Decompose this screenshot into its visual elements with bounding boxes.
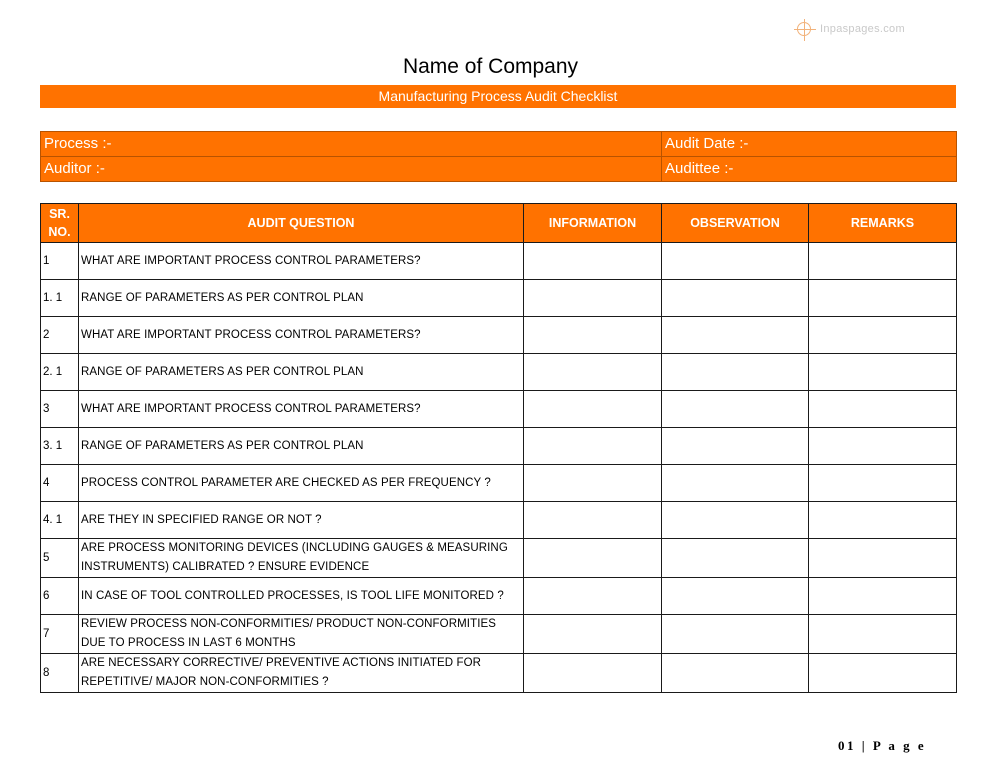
question-cell: ARE THEY IN SPECIFIED RANGE OR NOT ? — [79, 502, 524, 539]
information-cell[interactable] — [524, 615, 662, 654]
remarks-cell[interactable] — [809, 391, 957, 428]
crosshair-logo-icon — [794, 19, 814, 39]
question-cell: IN CASE OF TOOL CONTROLLED PROCESSES, IS TOOL LIFE MONITORED ? — [79, 578, 524, 615]
question-cell: ARE NECESSARY CORRECTIVE/ PREVENTIVE ACTIONS INITIATED FOR REPETITIVE/ MAJOR NON-CONFORMITIES ? — [79, 654, 524, 693]
table-row — [41, 354, 957, 391]
remarks-cell[interactable] — [809, 317, 957, 354]
observation-cell[interactable] — [662, 578, 809, 615]
question-cell: ARE PROCESS MONITORING DEVICES (INCLUDING GAUGES & MEASURING INSTRUMENTS) CALIBRATED ? ENSURE EVIDENCE — [79, 539, 524, 578]
observation-cell[interactable] — [662, 391, 809, 428]
remarks-cell[interactable] — [809, 465, 957, 502]
sr-header-line1: SR. — [49, 207, 70, 221]
table-row — [41, 654, 957, 693]
audit-checklist-table — [40, 203, 957, 693]
remarks-cell[interactable] — [809, 428, 957, 465]
table-header-row — [41, 204, 957, 243]
table-row — [41, 539, 957, 578]
sr-cell: 3. 1 — [41, 428, 79, 465]
observation-cell[interactable] — [662, 354, 809, 391]
observation-cell[interactable] — [662, 465, 809, 502]
audit-question-header: AUDIT QUESTION — [79, 204, 524, 243]
information-cell[interactable] — [524, 654, 662, 693]
information-header: INFORMATION — [524, 204, 662, 243]
remarks-header: REMARKS — [809, 204, 957, 243]
checklist-title-banner: Manufacturing Process Audit Checklist — [40, 85, 956, 108]
observation-header: OBSERVATION — [662, 204, 809, 243]
observation-cell[interactable] — [662, 317, 809, 354]
sr-cell: 8 — [41, 654, 79, 693]
remarks-cell[interactable] — [809, 280, 957, 317]
sr-cell: 6 — [41, 578, 79, 615]
watermark-text: Inpaspages.com — [820, 23, 905, 35]
table-row — [41, 465, 957, 502]
question-cell: REVIEW PROCESS NON-CONFORMITIES/ PRODUCT NON-CONFORMITIES DUE TO PROCESS IN LAST 6 MONTHS — [79, 615, 524, 654]
sr-header-line2: NO. — [48, 225, 71, 239]
page-number: 01 | P a g e — [838, 738, 927, 753]
table-row — [41, 502, 957, 539]
observation-cell[interactable] — [662, 654, 809, 693]
sr-cell: 2 — [41, 317, 79, 354]
sr-cell: 1. 1 — [41, 280, 79, 317]
question-cell: RANGE OF PARAMETERS AS PER CONTROL PLAN — [79, 428, 524, 465]
sr-cell: 1 — [41, 243, 79, 280]
information-cell[interactable] — [524, 354, 662, 391]
audit-date-field[interactable]: Audit Date :- — [662, 132, 957, 157]
remarks-cell[interactable] — [809, 615, 957, 654]
remarks-cell[interactable] — [809, 354, 957, 391]
sr-cell: 4. 1 — [41, 502, 79, 539]
process-field[interactable]: Process :- — [41, 132, 662, 157]
information-cell[interactable] — [524, 578, 662, 615]
remarks-cell[interactable] — [809, 502, 957, 539]
question-cell: WHAT ARE IMPORTANT PROCESS CONTROL PARAMETERS? — [79, 391, 524, 428]
sr-cell: 2. 1 — [41, 354, 79, 391]
observation-cell[interactable] — [662, 280, 809, 317]
remarks-cell[interactable] — [809, 654, 957, 693]
sr-cell: 4 — [41, 465, 79, 502]
question-cell: WHAT ARE IMPORTANT PROCESS CONTROL PARAMETERS? — [79, 317, 524, 354]
information-cell[interactable] — [524, 243, 662, 280]
observation-cell[interactable] — [662, 539, 809, 578]
sr-cell: 5 — [41, 539, 79, 578]
sr-cell: 3 — [41, 391, 79, 428]
information-cell[interactable] — [524, 391, 662, 428]
information-cell[interactable] — [524, 465, 662, 502]
question-cell: WHAT ARE IMPORTANT PROCESS CONTROL PARAMETERS? — [79, 243, 524, 280]
remarks-cell[interactable] — [809, 243, 957, 280]
table-row — [41, 317, 957, 354]
question-cell: PROCESS CONTROL PARAMETER ARE CHECKED AS PER FREQUENCY ? — [79, 465, 524, 502]
table-row — [41, 578, 957, 615]
observation-cell[interactable] — [662, 428, 809, 465]
question-cell: RANGE OF PARAMETERS AS PER CONTROL PLAN — [79, 354, 524, 391]
watermark — [794, 19, 905, 39]
table-row — [41, 391, 957, 428]
audit-info-table — [40, 131, 957, 182]
table-row — [41, 280, 957, 317]
auditor-field[interactable]: Auditor :- — [41, 157, 662, 182]
sr-no-header — [41, 204, 79, 243]
auditee-field[interactable]: Audittee :- — [662, 157, 957, 182]
information-cell[interactable] — [524, 280, 662, 317]
information-cell[interactable] — [524, 317, 662, 354]
observation-cell[interactable] — [662, 243, 809, 280]
question-cell: RANGE OF PARAMETERS AS PER CONTROL PLAN — [79, 280, 524, 317]
observation-cell[interactable] — [662, 615, 809, 654]
information-cell[interactable] — [524, 539, 662, 578]
information-cell[interactable] — [524, 428, 662, 465]
observation-cell[interactable] — [662, 502, 809, 539]
table-row — [41, 243, 957, 280]
info-row — [41, 157, 957, 182]
remarks-cell[interactable] — [809, 539, 957, 578]
sr-cell: 7 — [41, 615, 79, 654]
table-row — [41, 428, 957, 465]
table-row — [41, 615, 957, 654]
information-cell[interactable] — [524, 502, 662, 539]
remarks-cell[interactable] — [809, 578, 957, 615]
info-row — [41, 132, 957, 157]
company-name: Name of Company — [402, 55, 579, 78]
